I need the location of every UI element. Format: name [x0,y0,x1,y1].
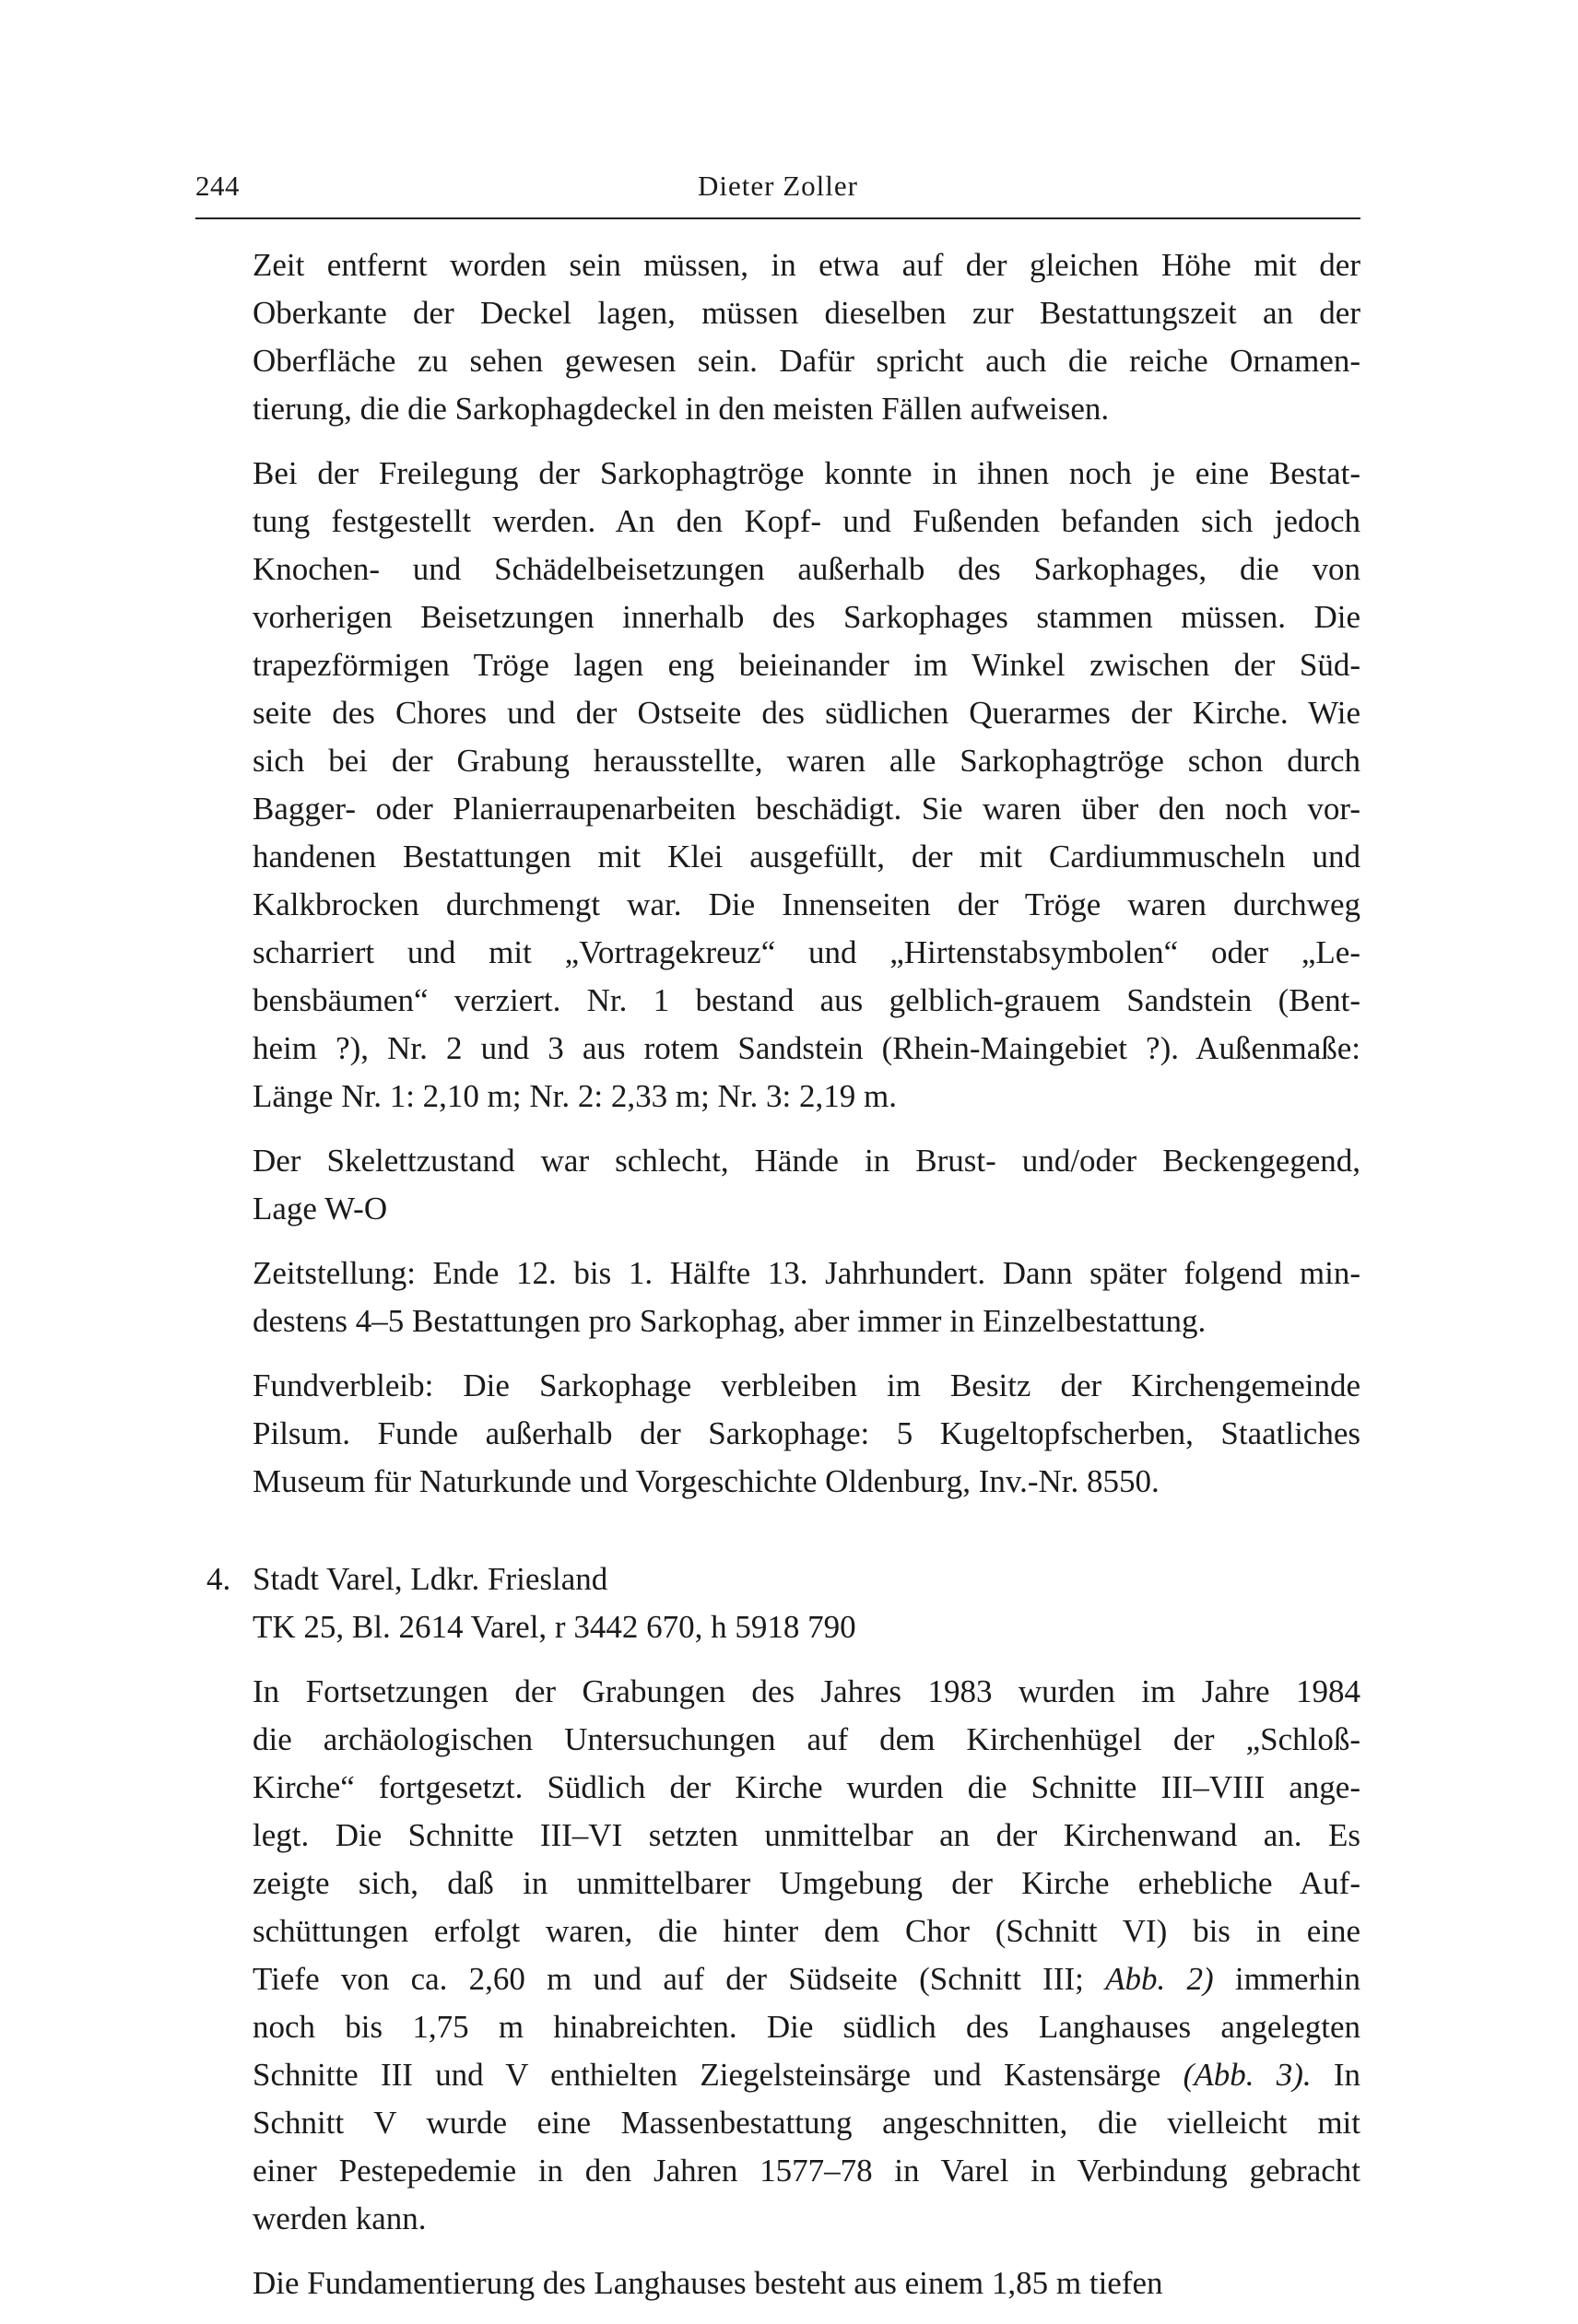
text-line: Der Skelettzustand war schlecht, Hände in Brust- und/oder Beckengegend, [253,1143,1360,1179]
text-segment: einer Pestepedemie in den Jahren 1577–78 in Varel in Verbindung gebracht [253,2153,1360,2189]
text-line: destens 4–5 Bestattungen pro Sarkophag, aber immer in Einzelbestattung. [253,1303,1207,1339]
text-line: sich bei der Grabung herausstellte, waren alle Sarkophagtröge schon durch [253,743,1360,779]
text-line: Oberfläche zu sehen gewesen sein. Dafür spricht auch die reiche Ornamen- [253,343,1360,379]
text-segment: Schnitte III und V enthielten Ziegelsteinsärge und Kastensärge [253,2057,1184,2093]
paragraph [253,450,1360,1121]
text-line: Knochen- und Schädelbeisetzungen außerhalb des Sarkophages, die von [253,551,1360,587]
text-line: tung festgestellt werden. An den Kopf- und Fußenden befanden sich jedoch [253,503,1360,539]
text-line: bensbäumen“ verziert. Nr. 1 bestand aus gelblich-grauem Sandstein (Bent- [253,982,1360,1018]
page-header [195,166,1360,219]
text-line: Bagger- oder Planierraupenarbeiten beschädigt. Sie waren über den noch vor- [253,791,1360,827]
text-segment: zeigte sich, daß in unmittelbarer Umgebung der Kirche erhebliche Auf- [253,1865,1360,1901]
text-line: Zeitstellung: Ende 12. bis 1. Hälfte 13. Jahrhundert. Dann später folgend min- [253,1255,1360,1291]
text-line [253,2259,1360,2307]
text-line [253,1907,1360,1955]
text-line: Lage W-O [253,1191,388,1227]
text-line: Kalkbrocken durchmengt war. Die Innenseiten der Tröge waren durchweg [253,886,1360,922]
section-title: Stadt Varel, Ldkr. Friesland [253,1561,608,1597]
text-line [253,1668,1360,1716]
text-line: Museum für Naturkunde und Vorgeschichte Oldenburg, Inv.-Nr. 8550. [253,1463,1160,1499]
text-line: handenen Bestattungen mit Klei ausgefüllt, der mit Cardiummuscheln und [253,839,1360,874]
section-map-reference: TK 25, Bl. 2614 Varel, r 3442 670, h 5918 790 [253,1609,856,1645]
body-text [206,241,1360,2324]
figure-reference: (Abb. 3). [1183,2057,1312,2093]
text-line [253,1860,1360,1907]
paragraph [253,1362,1360,1506]
paragraph [253,1668,1360,2243]
section-paragraph-list [253,1668,1360,2307]
text-segment: In Fortsetzungen der Grabungen des Jahres 1983 wurden im Jahre 1984 [253,1673,1360,1709]
text-segment: immerhin [1213,1961,1360,1997]
paragraph [253,1250,1360,1345]
text-line: Bei der Freilegung der Sarkophagtröge konnte in ihnen noch je eine Bestat- [253,455,1360,491]
running-head: Dieter Zoller [698,170,858,202]
text-line: seite des Chores und der Ostseite des südlichen Querarmes der Kirche. Wie [253,695,1360,731]
text-line [253,1812,1360,1860]
paragraph [253,241,1360,433]
text-line: scharriert und mit „Vortragekreuz“ und „Hirtenstabsymbolen“ oder „Le- [253,934,1360,970]
text-line: trapezförmigen Tröge lagen eng beieinander im Winkel zwischen der Süd- [253,647,1360,683]
paragraph-list [253,241,1360,1506]
text-line [253,1764,1360,1812]
section-heading [253,1555,1360,1651]
figure-reference: Abb. 2) [1105,1961,1214,1997]
text-segment: noch bis 1,75 m hinabreichten. Die südlich des Langhauses angelegten [253,2009,1360,2045]
text-segment: In [1311,2057,1360,2093]
text-line: heim ?), Nr. 2 und 3 aus rotem Sandstein (Rhein-Maingebiet ?). Außenmaße: [253,1030,1360,1066]
text-line [253,2099,1360,2147]
text-line [253,2003,1360,2051]
text-line [253,2147,1360,2195]
section-number: 4. [206,1561,231,1597]
text-line: Länge Nr. 1: 2,10 m; Nr. 2: 2,33 m; Nr. 3: 2,19 m. [253,1078,897,1114]
paragraph [253,2259,1360,2307]
text-segment: werden kann. [253,2201,427,2236]
text-line: Fundverbleib: Die Sarkophage verbleiben im Besitz der Kirchengemeinde [253,1367,1360,1403]
text-segment: legt. Die Schnitte III–VI setzten unmittelbar an der Kirchenwand an. Es [253,1817,1360,1853]
paragraph [253,1137,1360,1233]
text-line [253,1955,1360,2003]
text-segment: schüttungen erfolgt waren, die hinter dem Chor (Schnitt VI) bis in eine [253,1913,1360,1949]
text-line [253,1716,1360,1764]
text-line: tierung, die die Sarkophagdeckel in den meisten Fällen aufweisen. [253,391,1110,427]
text-segment: die archäologischen Untersuchungen auf dem Kirchenhügel der „Schloß- [253,1721,1360,1757]
section-4 [206,1555,1360,2307]
text-segment: Die Fundamentierung des Langhauses besteht aus einem 1,85 m tiefen [253,2265,1163,2301]
text-line [253,2195,1360,2243]
text-line: Zeit entfernt worden sein müssen, in etwa auf der gleichen Höhe mit der [253,247,1360,283]
page-number: 244 [195,170,240,202]
text-segment: Kirche“ fortgesetzt. Südlich der Kirche wurden die Schnitte III–VIII ange- [253,1769,1360,1805]
text-line: Pilsum. Funde außerhalb der Sarkophage: 5 Kugeltopfscherben, Staatliches [253,1415,1360,1451]
text-line: Oberkante der Deckel lagen, müssen dieselben zur Bestattungszeit an der [253,295,1360,331]
text-segment: Schnitt V wurde eine Massenbestattung angeschnitten, die vielleicht mit [253,2105,1360,2141]
text-segment: Tiefe von ca. 2,60 m und auf der Südseite (Schnitt III; [253,1961,1106,1997]
text-line: vorherigen Beisetzungen innerhalb des Sarkophages stammen müssen. Die [253,599,1360,635]
text-line [253,2051,1360,2099]
